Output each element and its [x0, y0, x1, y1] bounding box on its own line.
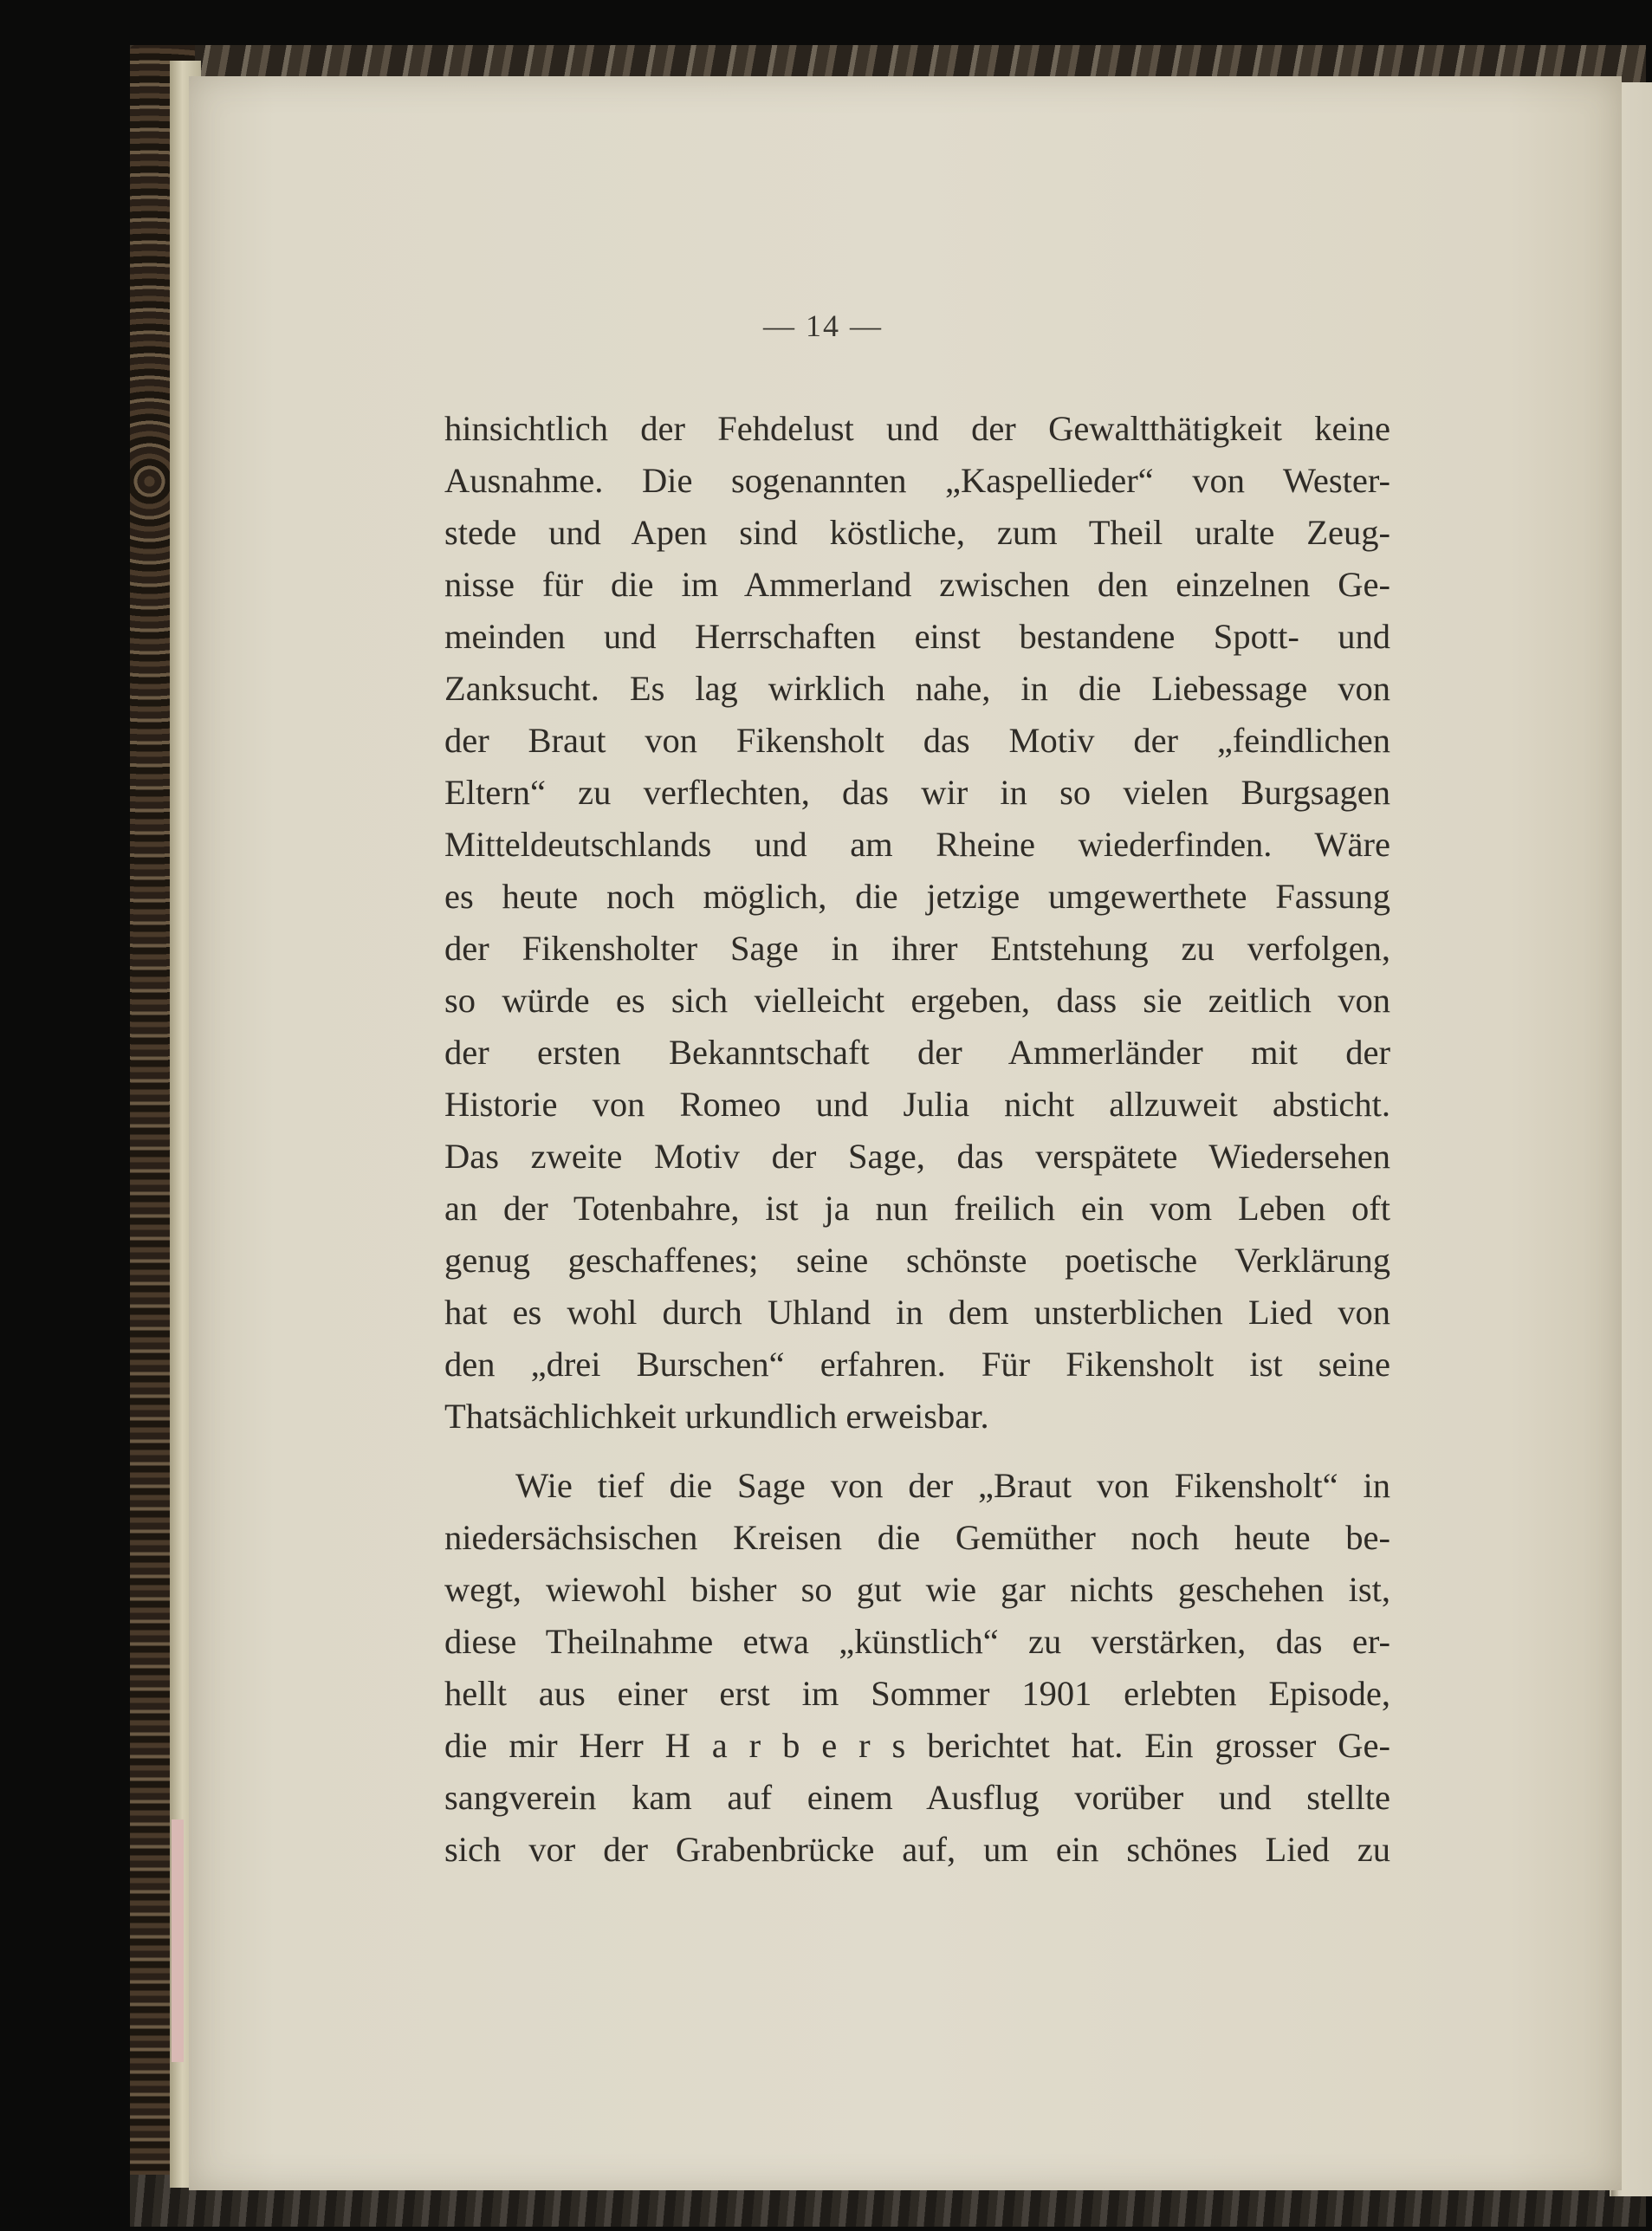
text-line: es heute noch möglich, die jetzige umgewerthete Fassung [444, 877, 1390, 916]
text-line: hat es wohl durch Uhland in dem unsterblichen Lied von [444, 1293, 1390, 1332]
text-line: diese Theilnahme etwa „künstlich“ zu verstärken, das er- [444, 1622, 1390, 1661]
text-line: stede und Apen sind köstliche, zum Theil uralte Zeug- [444, 513, 1390, 552]
text-line: der Braut von Fikensholt das Motiv der „feindlichen [444, 721, 1390, 760]
ribbon-strip [172, 1819, 184, 2062]
text-line: sangverein kam auf einem Ausflug vorüber und stellte [444, 1778, 1390, 1817]
text-line: Das zweite Motiv der Sage, das verspätete Wiedersehen [444, 1137, 1390, 1176]
text-line: sich vor der Grabenbrücke auf, um ein schönes Lied zu [444, 1830, 1390, 1869]
text-line: Wie tief die Sage von der „Braut von Fikensholt“ in [515, 1466, 1390, 1505]
text-line: niedersächsischen Kreisen die Gemüther noch heute be- [444, 1518, 1390, 1557]
text-line: der ersten Bekanntschaft der Ammerländer mit der [444, 1033, 1390, 1072]
text-line: Ausnahme. Die sogenannten „Kaspellieder“ von Wester- [444, 461, 1390, 500]
text-line: Eltern“ zu verflechten, das wir in so vielen Burgsagen [444, 773, 1390, 812]
text-line: meinden und Herrschaften einst bestandene Spott- und [444, 617, 1390, 656]
text-line: Zanksucht. Es lag wirklich nahe, in die Liebessage von [444, 669, 1390, 708]
paragraph [444, 1460, 1390, 1876]
text-line: die mir Herr H a r b e r s berichtet hat. Ein grosser Ge- [444, 1726, 1390, 1765]
paragraph [444, 403, 1390, 1443]
text-line: hellt aus einer erst im Sommer 1901 erlebten Episode, [444, 1674, 1390, 1713]
text-line: genug geschaffenes; seine schönste poetische Verklärung [444, 1241, 1390, 1280]
text-line: so würde es sich vielleicht ergeben, dass sie zeitlich von [444, 981, 1390, 1020]
page-number: — 14 — [763, 308, 883, 343]
text-line: Historie von Romeo und Julia nicht allzuweit absticht. [444, 1085, 1390, 1124]
text-line: wegt, wiewohl bisher so gut wie gar nichts geschehen ist, [444, 1570, 1390, 1609]
text-line: Mitteldeutschlands und am Rheine wiederfinden. Wäre [444, 825, 1390, 864]
text-line: den „drei Burschen“ erfahren. Für Fikensholt ist seine [444, 1345, 1390, 1384]
text-line: der Fikensholter Sage in ihrer Entstehung zu verfolgen, [444, 929, 1390, 968]
text-line: an der Totenbahre, ist ja nun freilich ein vom Leben oft [444, 1189, 1390, 1228]
text-line: hinsichtlich der Fehdelust und der Gewaltthätigkeit keine [444, 409, 1390, 448]
text-line: nisse für die im Ammerland zwischen den einzelnen Ge- [444, 565, 1390, 604]
body-text [444, 403, 1390, 1876]
text-line: Thatsächlichkeit urkundlich erweisbar. [444, 1397, 989, 1436]
